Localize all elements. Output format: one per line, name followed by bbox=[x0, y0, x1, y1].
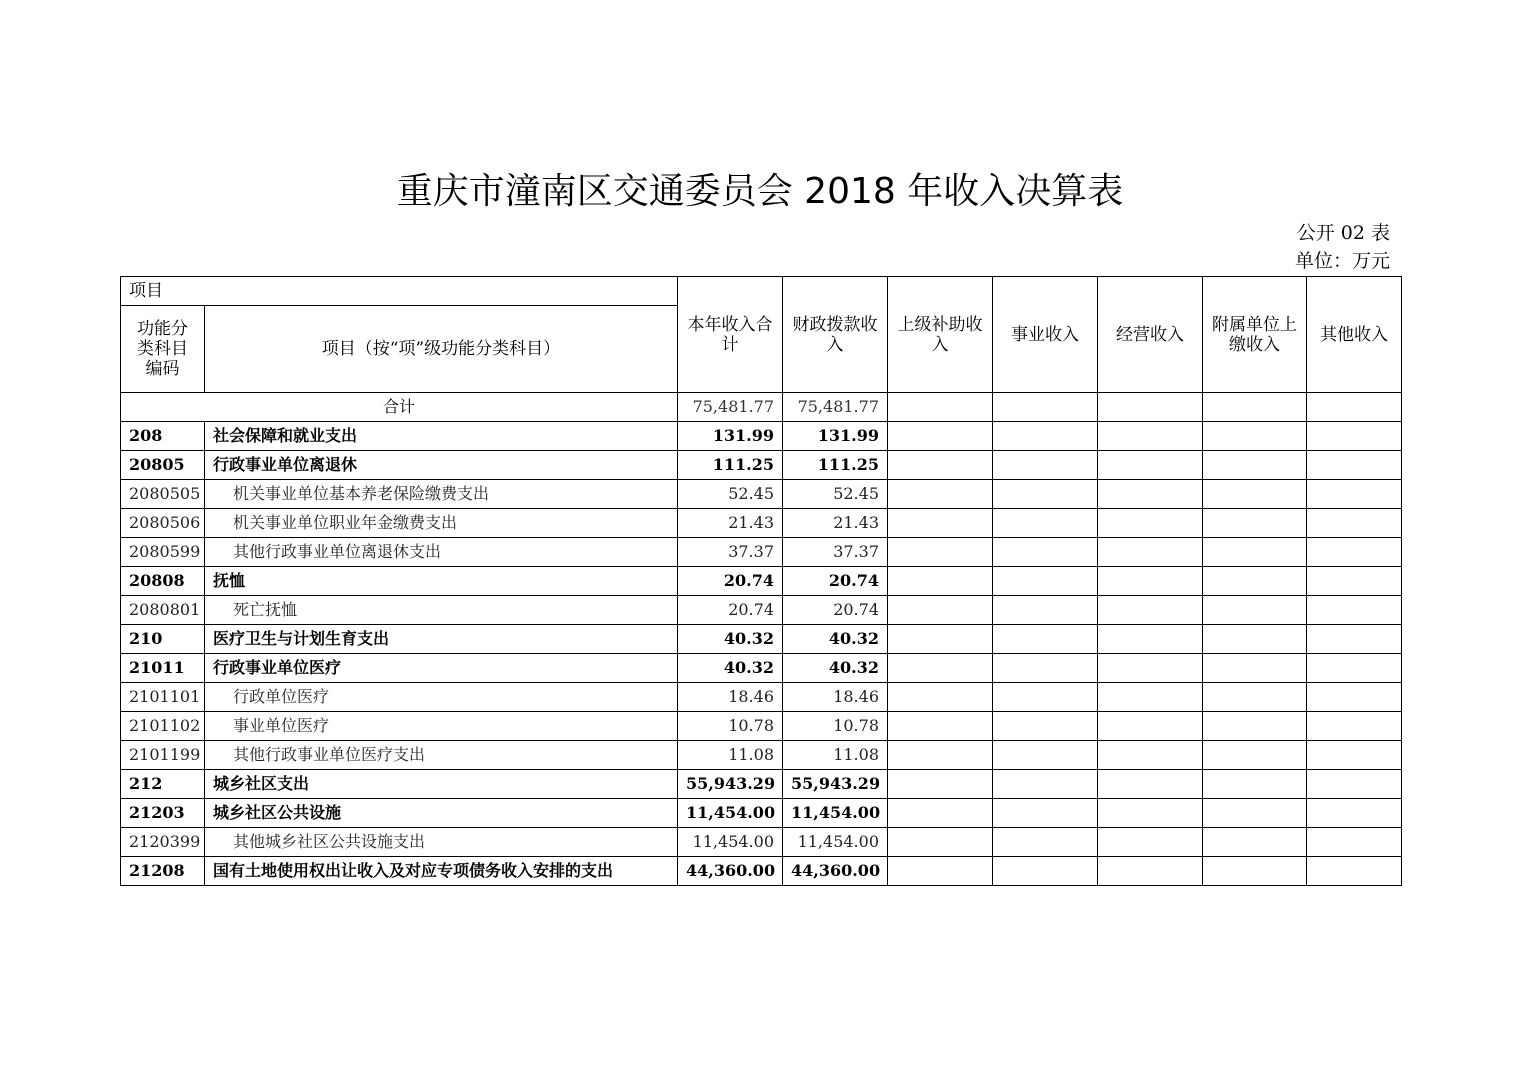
empty-cell bbox=[993, 799, 1098, 828]
empty-cell bbox=[1203, 393, 1307, 422]
empty-cell bbox=[1307, 828, 1402, 857]
header-fiscal: 财政拨款收入 bbox=[783, 277, 888, 393]
empty-cell bbox=[1203, 625, 1307, 654]
empty-cell bbox=[1307, 451, 1402, 480]
empty-cell bbox=[993, 770, 1098, 799]
document-title: 重庆市潼南区交通委员会 2018 年收入决算表 bbox=[396, 171, 1124, 212]
header-affiliated: 附属单位上缴收入 bbox=[1203, 277, 1307, 393]
row-total: 55,943.29 bbox=[678, 770, 783, 799]
row-code: 20808 bbox=[121, 567, 205, 596]
empty-cell bbox=[1307, 857, 1402, 886]
empty-cell bbox=[1098, 509, 1203, 538]
row-fiscal: 52.45 bbox=[783, 480, 888, 509]
empty-cell bbox=[888, 567, 993, 596]
empty-cell bbox=[993, 538, 1098, 567]
header-other: 其他收入 bbox=[1307, 277, 1402, 393]
row-name: 行政事业单位离退休 bbox=[205, 451, 678, 480]
row-fiscal: 40.32 bbox=[783, 625, 888, 654]
row-fiscal: 55,943.29 bbox=[783, 770, 888, 799]
table-row bbox=[121, 799, 1402, 828]
empty-cell bbox=[993, 596, 1098, 625]
empty-cell bbox=[1098, 625, 1203, 654]
table-row bbox=[121, 480, 1402, 509]
row-code: 21203 bbox=[121, 799, 205, 828]
empty-cell bbox=[888, 828, 993, 857]
row-code: 210 bbox=[121, 625, 205, 654]
empty-cell bbox=[993, 480, 1098, 509]
row-name: 行政单位医疗 bbox=[205, 683, 678, 712]
row-fiscal: 11,454.00 bbox=[783, 828, 888, 857]
empty-cell bbox=[888, 480, 993, 509]
table-row bbox=[121, 828, 1402, 857]
total-amount: 75,481.77 bbox=[678, 393, 783, 422]
header-business: 事业收入 bbox=[993, 277, 1098, 393]
total-fiscal: 75,481.77 bbox=[783, 393, 888, 422]
row-code: 2080505 bbox=[121, 480, 205, 509]
empty-cell bbox=[1203, 741, 1307, 770]
empty-cell bbox=[1203, 770, 1307, 799]
row-name: 机关事业单位职业年金缴费支出 bbox=[205, 509, 678, 538]
empty-cell bbox=[1203, 451, 1307, 480]
row-fiscal: 20.74 bbox=[783, 567, 888, 596]
empty-cell bbox=[1307, 538, 1402, 567]
table-row bbox=[121, 422, 1402, 451]
empty-cell bbox=[993, 683, 1098, 712]
row-name: 城乡社区支出 bbox=[205, 770, 678, 799]
empty-cell bbox=[1098, 422, 1203, 451]
empty-cell bbox=[1307, 741, 1402, 770]
empty-cell bbox=[888, 596, 993, 625]
header-total: 本年收入合计 bbox=[678, 277, 783, 393]
row-total: 11,454.00 bbox=[678, 799, 783, 828]
empty-cell bbox=[888, 799, 993, 828]
form-number: 公开 02 表 bbox=[1296, 222, 1390, 244]
empty-cell bbox=[888, 770, 993, 799]
empty-cell bbox=[993, 741, 1098, 770]
row-code: 21208 bbox=[121, 857, 205, 886]
row-name: 其他行政事业单位医疗支出 bbox=[205, 741, 678, 770]
row-fiscal: 37.37 bbox=[783, 538, 888, 567]
row-name: 事业单位医疗 bbox=[205, 712, 678, 741]
row-name: 抚恤 bbox=[205, 567, 678, 596]
row-total: 40.32 bbox=[678, 654, 783, 683]
empty-cell bbox=[993, 625, 1098, 654]
income-table bbox=[120, 276, 1402, 886]
empty-cell bbox=[1203, 538, 1307, 567]
empty-cell bbox=[993, 451, 1098, 480]
row-total: 11,454.00 bbox=[678, 828, 783, 857]
row-total: 44,360.00 bbox=[678, 857, 783, 886]
empty-cell bbox=[888, 654, 993, 683]
table-row bbox=[121, 567, 1402, 596]
empty-cell bbox=[1203, 480, 1307, 509]
row-code: 2080599 bbox=[121, 538, 205, 567]
empty-cell bbox=[1098, 712, 1203, 741]
header-code: 功能分类科目编码 bbox=[121, 306, 205, 393]
empty-cell bbox=[1098, 770, 1203, 799]
row-total: 10.78 bbox=[678, 712, 783, 741]
empty-cell bbox=[1098, 567, 1203, 596]
empty-cell bbox=[993, 422, 1098, 451]
row-total: 40.32 bbox=[678, 625, 783, 654]
header-name: 项目（按“项”级功能分类科目） bbox=[205, 306, 678, 393]
row-total: 20.74 bbox=[678, 596, 783, 625]
row-fiscal: 44,360.00 bbox=[783, 857, 888, 886]
row-total: 20.74 bbox=[678, 567, 783, 596]
row-total: 18.46 bbox=[678, 683, 783, 712]
empty-cell bbox=[1307, 712, 1402, 741]
row-fiscal: 40.32 bbox=[783, 654, 888, 683]
table-row bbox=[121, 741, 1402, 770]
empty-cell bbox=[1307, 422, 1402, 451]
empty-cell bbox=[1098, 654, 1203, 683]
table-row bbox=[121, 683, 1402, 712]
empty-cell bbox=[1203, 567, 1307, 596]
empty-cell bbox=[1307, 770, 1402, 799]
empty-cell bbox=[1203, 596, 1307, 625]
row-name: 社会保障和就业支出 bbox=[205, 422, 678, 451]
total-label: 合计 bbox=[121, 393, 678, 422]
row-total: 21.43 bbox=[678, 509, 783, 538]
row-code: 2080506 bbox=[121, 509, 205, 538]
row-code: 212 bbox=[121, 770, 205, 799]
row-total: 37.37 bbox=[678, 538, 783, 567]
empty-cell bbox=[1203, 422, 1307, 451]
row-fiscal: 131.99 bbox=[783, 422, 888, 451]
row-fiscal: 20.74 bbox=[783, 596, 888, 625]
empty-cell bbox=[888, 741, 993, 770]
row-code: 2101101 bbox=[121, 683, 205, 712]
table-row bbox=[121, 596, 1402, 625]
row-name: 机关事业单位基本养老保险缴费支出 bbox=[205, 480, 678, 509]
empty-cell bbox=[1098, 451, 1203, 480]
empty-cell bbox=[1307, 799, 1402, 828]
row-name: 其他行政事业单位离退休支出 bbox=[205, 538, 678, 567]
row-fiscal: 111.25 bbox=[783, 451, 888, 480]
empty-cell bbox=[993, 567, 1098, 596]
empty-cell bbox=[993, 509, 1098, 538]
empty-cell bbox=[1307, 683, 1402, 712]
row-code: 20805 bbox=[121, 451, 205, 480]
empty-cell bbox=[888, 422, 993, 451]
empty-cell bbox=[1203, 712, 1307, 741]
row-code: 2101102 bbox=[121, 712, 205, 741]
empty-cell bbox=[1203, 799, 1307, 828]
empty-cell bbox=[1307, 625, 1402, 654]
empty-cell bbox=[1098, 393, 1203, 422]
row-code: 2080801 bbox=[121, 596, 205, 625]
empty-cell bbox=[1098, 683, 1203, 712]
empty-cell bbox=[1307, 393, 1402, 422]
row-name: 行政事业单位医疗 bbox=[205, 654, 678, 683]
table-row bbox=[121, 509, 1402, 538]
empty-cell bbox=[888, 712, 993, 741]
empty-cell bbox=[993, 857, 1098, 886]
row-fiscal: 18.46 bbox=[783, 683, 888, 712]
row-name: 医疗卫生与计划生育支出 bbox=[205, 625, 678, 654]
empty-cell bbox=[1098, 828, 1203, 857]
empty-cell bbox=[888, 625, 993, 654]
empty-cell bbox=[1098, 799, 1203, 828]
empty-cell bbox=[1098, 596, 1203, 625]
empty-cell bbox=[1307, 480, 1402, 509]
header-item: 项目 bbox=[121, 277, 678, 306]
empty-cell bbox=[993, 654, 1098, 683]
empty-cell bbox=[1203, 857, 1307, 886]
row-code: 208 bbox=[121, 422, 205, 451]
header-superior: 上级补助收入 bbox=[888, 277, 993, 393]
empty-cell bbox=[888, 857, 993, 886]
row-name: 死亡抚恤 bbox=[205, 596, 678, 625]
unit-label: 单位：万元 bbox=[1294, 250, 1390, 272]
empty-cell bbox=[888, 509, 993, 538]
row-name: 国有土地使用权出让收入及对应专项债务收入安排的支出 bbox=[205, 857, 678, 886]
empty-cell bbox=[888, 538, 993, 567]
table-row bbox=[121, 451, 1402, 480]
empty-cell bbox=[1307, 509, 1402, 538]
empty-cell bbox=[888, 683, 993, 712]
total-row bbox=[121, 393, 1402, 422]
table-row bbox=[121, 625, 1402, 654]
empty-cell bbox=[1203, 828, 1307, 857]
table-row bbox=[121, 654, 1402, 683]
row-code: 2101199 bbox=[121, 741, 205, 770]
row-name: 城乡社区公共设施 bbox=[205, 799, 678, 828]
row-total: 52.45 bbox=[678, 480, 783, 509]
row-fiscal: 11.08 bbox=[783, 741, 888, 770]
empty-cell bbox=[1098, 538, 1203, 567]
row-total: 131.99 bbox=[678, 422, 783, 451]
table-row bbox=[121, 538, 1402, 567]
empty-cell bbox=[1307, 596, 1402, 625]
row-total: 11.08 bbox=[678, 741, 783, 770]
row-code: 2120399 bbox=[121, 828, 205, 857]
header-operating: 经营收入 bbox=[1098, 277, 1203, 393]
empty-cell bbox=[1098, 857, 1203, 886]
row-code: 21011 bbox=[121, 654, 205, 683]
empty-cell bbox=[1307, 654, 1402, 683]
row-name: 其他城乡社区公共设施支出 bbox=[205, 828, 678, 857]
table-row bbox=[121, 712, 1402, 741]
empty-cell bbox=[1203, 654, 1307, 683]
empty-cell bbox=[888, 451, 993, 480]
empty-cell bbox=[888, 393, 993, 422]
empty-cell bbox=[993, 712, 1098, 741]
empty-cell bbox=[993, 393, 1098, 422]
row-fiscal: 10.78 bbox=[783, 712, 888, 741]
row-fiscal: 11,454.00 bbox=[783, 799, 888, 828]
empty-cell bbox=[1203, 509, 1307, 538]
empty-cell bbox=[1203, 683, 1307, 712]
empty-cell bbox=[1098, 741, 1203, 770]
table-row bbox=[121, 770, 1402, 799]
row-fiscal: 21.43 bbox=[783, 509, 888, 538]
table-row bbox=[121, 857, 1402, 886]
empty-cell bbox=[1098, 480, 1203, 509]
table-body bbox=[121, 393, 1402, 886]
empty-cell bbox=[1307, 567, 1402, 596]
empty-cell bbox=[993, 828, 1098, 857]
row-total: 111.25 bbox=[678, 451, 783, 480]
